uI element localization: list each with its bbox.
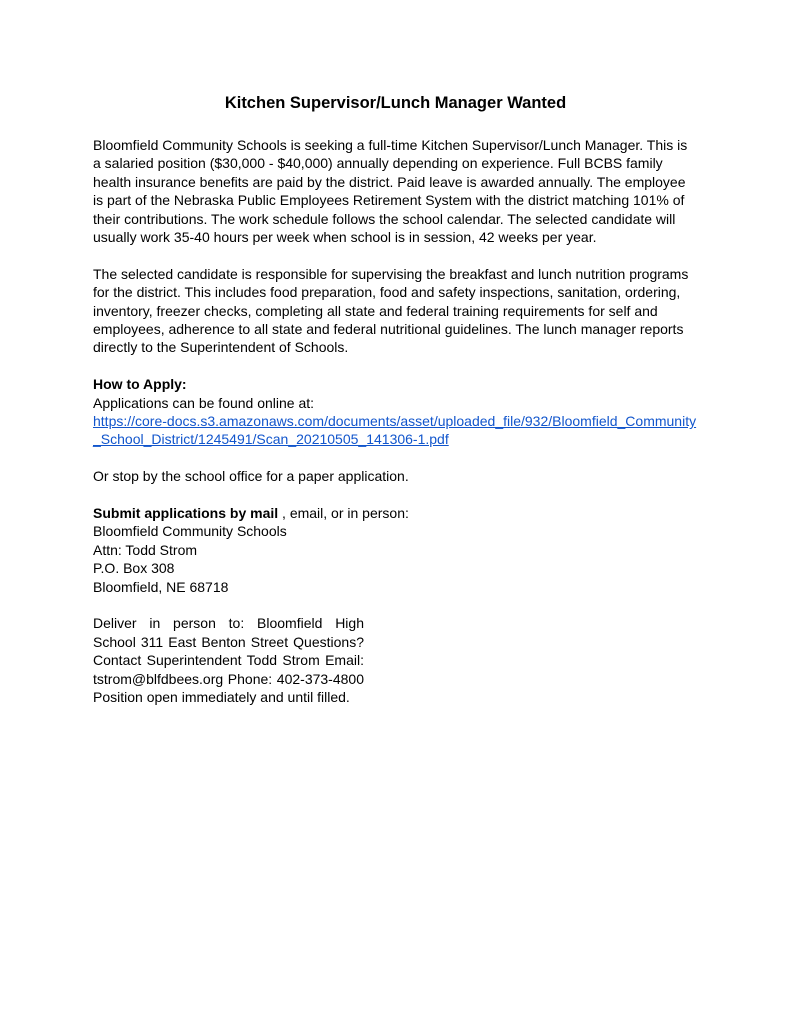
address-line-attn: Attn: Todd Strom	[93, 541, 198, 558]
paragraph-spacer	[93, 246, 697, 264]
paragraph-spacer	[93, 357, 697, 375]
how-to-apply-heading: How to Apply:	[93, 376, 187, 393]
online-applications-text: Applications can be found online at:	[93, 394, 315, 411]
responsibilities-paragraph: The selected candidate is responsible for supervising the breakfast and lunch nutrition programs for the district. This includes food preparation, food and safety inspections, sanitation, ordering, inventory, freezer checks, completing all state and federal training requirements for self and employees, adherence to all state and federal nutritional guidelines. The lunch manager reports directly to the Superintendent of Schools.	[93, 265, 689, 356]
application-pdf-link[interactable]: https://core-docs.s3.amazonaws.com/documents/asset/uploaded_file/932/Bloomfield_Community_School_District/1245491/Scan_20210505_141306-1.pdf	[93, 413, 697, 448]
intro-paragraph: Bloomfield Community Schools is seeking a full-time Kitchen Supervisor/Lunch Manager. This is a salaried position ($30,000 - $40,000) annually depending on experience. Full BCBS family health insurance benefits are paid by the district. Paid leave is awarded annually. The employee is part of the Nebraska Public Employees Retirement System with the district matching 101% of their contributions. The work schedule follows the school calendar. The selected candidate will usually work 35-40 hours per week when school is in session, 42 weeks per year.	[93, 137, 688, 246]
address-line-po-box: P.O. Box 308	[93, 560, 175, 577]
address-line-org: Bloomfield Community Schools	[93, 523, 287, 540]
paragraph-spacer	[93, 449, 697, 467]
submit-rest: , email, or in person:	[278, 505, 409, 522]
submit-applications-line	[93, 504, 697, 522]
paragraph-spacer	[93, 596, 697, 614]
document-body	[93, 136, 697, 707]
page-title: Kitchen Supervisor/Lunch Manager Wanted	[224, 94, 567, 112]
paper-application-text: Or stop by the school office for a paper application.	[93, 468, 409, 485]
submit-heading: Submit applications by mail	[93, 505, 279, 522]
paragraph-spacer	[93, 486, 697, 504]
address-line-city: Bloomfield, NE 68718	[93, 578, 229, 595]
deliver-in-person-paragraph: Deliver in person to: Bloomfield High School 311 East Benton Street Questions? Contact Superintendent Todd Strom Email: tstrom@blfdbees.org Phone: 402-373-4800 Position open immediately and until filled.	[93, 615, 364, 706]
